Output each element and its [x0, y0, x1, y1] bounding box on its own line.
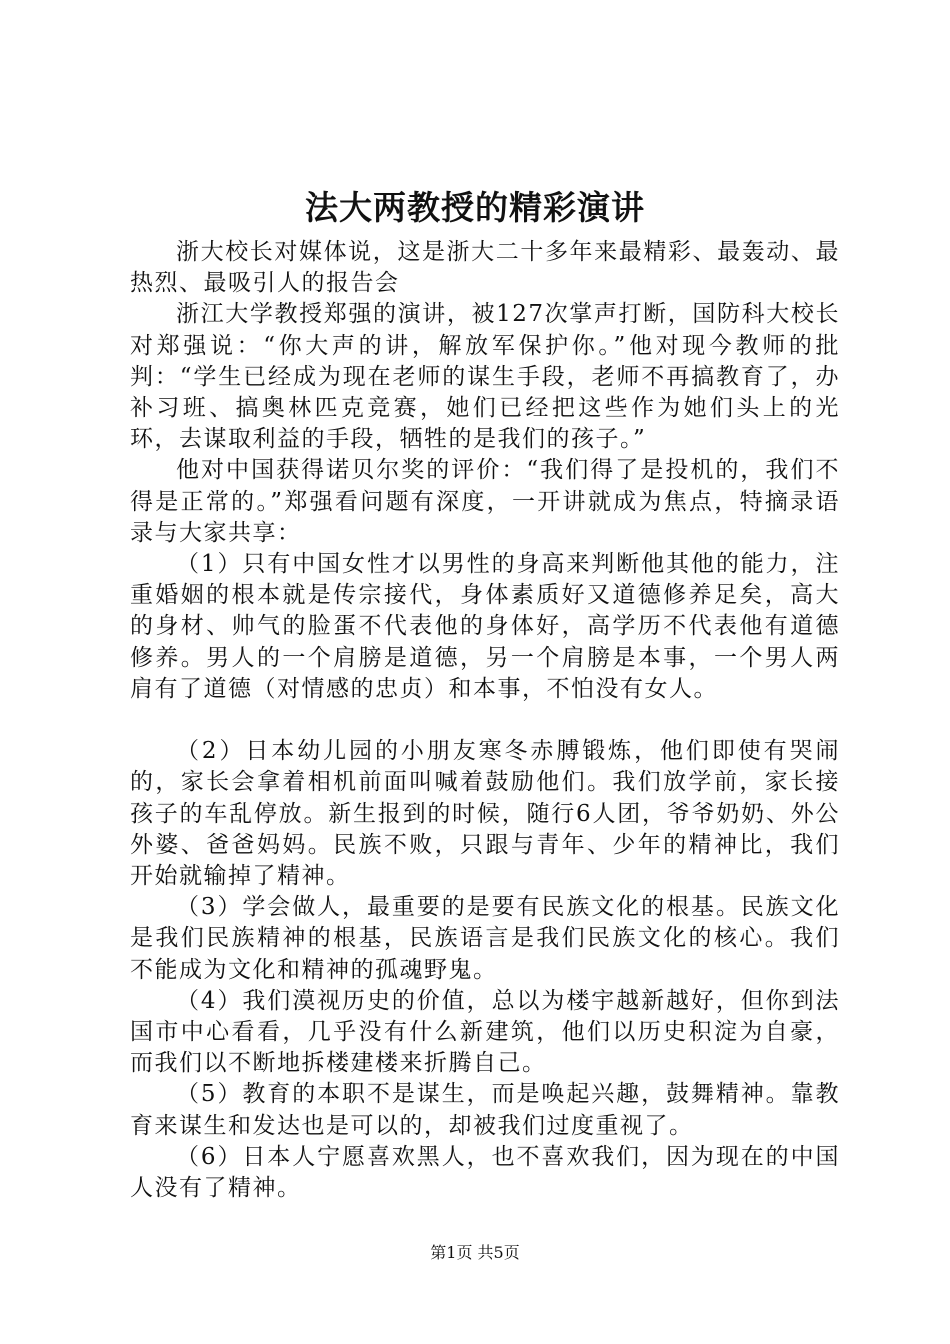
paragraph-intro: 浙大校长对媒体说，这是浙大二十多年来最精彩、最轰动、最热烈、最吸引人的报告会	[130, 239, 840, 297]
paragraph-quote-6: （6）日本人宁愿喜欢黑人，也不喜欢我们，因为现在的中国人没有了精神。	[130, 1143, 840, 1202]
paragraph-quote-4: （4）我们漠视历史的价值，总以为楼宇越新越好，但你到法国市中心看看，几乎没有什么新建筑，他们以历史积淀为自豪，而我们以不断地拆楼建楼来折腾自己。	[130, 987, 840, 1077]
paragraph-quote-2: （2）日本幼儿园的小朋友寒冬赤膊锻炼，他们即使有哭闹的，家长会拿着相机前面叫喊着鼓励他们。我们放学前，家长接孩子的车乱停放。新生报到的时候，随行6人团，爷爷奶奶、外公外婆、爸爸妈妈。民族不败，只跟与青年、少年的精神比，我们开始就输掉了精神。	[130, 738, 840, 890]
paragraph-quote-3: （3）学会做人，最重要的是要有民族文化的根基。民族文化是我们民族精神的根基，民族语言是我们民族文化的核心。我们不能成为文化和精神的孤魂野鬼。	[130, 894, 840, 983]
paragraph-nobel-comment: 他对中国获得诺贝尔奖的评价：“我们得了是投机的，我们不得是正常的。”郑强看问题有深度，一开讲就成为焦点，特摘录语录与大家共享：	[130, 457, 840, 546]
paragraph-zheng-qiang-speech: 浙江大学教授郑强的演讲，被127次掌声打断，国防科大校长对郑强说：“你大声的讲，解放军保护你。”他对现今教师的批判：“学生已经成为现在老师的谋生手段，老师不再搞教育了，办补习班、搞奥林匹克竞赛，她们已经把这些作为她们头上的光环，去谋取利益的手段，牺牲的是我们的孩子。”	[130, 301, 840, 453]
article-body	[130, 237, 840, 1204]
paragraph-quote-1: （1）只有中国女性才以男性的身高来判断他其他的能力，注重婚姻的根本就是传宗接代，身体素质好又道德修养足矣，高大的身材、帅气的脸蛋不代表他的身体好，高学历不代表他有道德修养。男人的一个肩膀是道德，另一个肩膀是本事，一个男人两肩有了道德（对情感的忠贞）和本事，不怕没有女人。	[130, 551, 840, 702]
page-title: 法大两教授的精彩演讲	[305, 188, 645, 227]
page-number-footer: 第1页 共5页	[430, 1243, 520, 1262]
paragraph-quote-5: （5）教育的本职不是谋生，而是唤起兴趣，鼓舞精神。靠教育来谋生和发达也是可以的，却被我们过度重视了。	[130, 1081, 840, 1139]
